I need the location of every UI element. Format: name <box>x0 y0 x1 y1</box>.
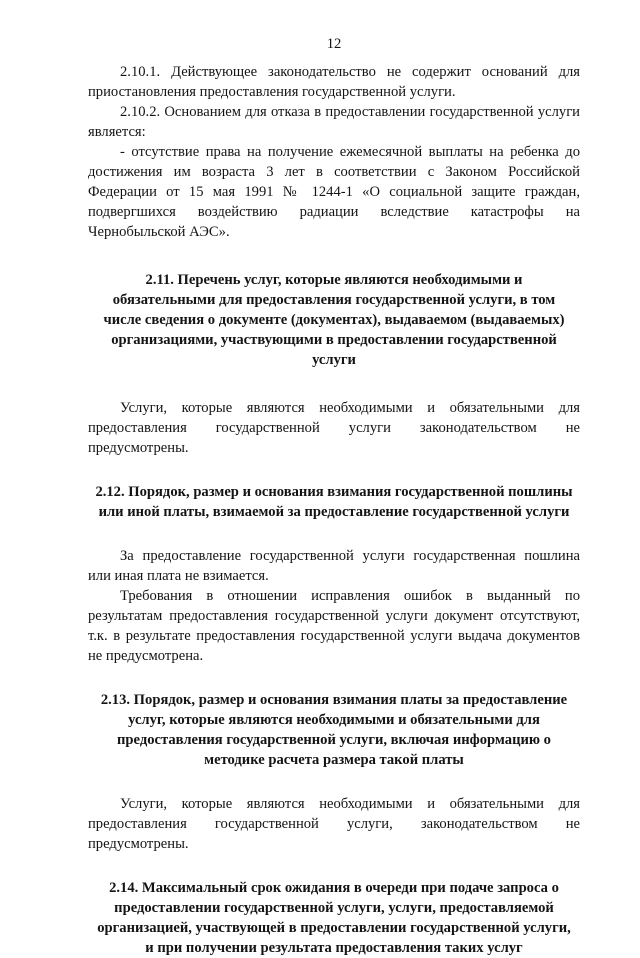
heading-2-14: 2.14. Максимальный срок ожидания в очереди при подаче запроса о предоставлении государственной услуги, услуги, предоставляемой организацией, участвующей в предоставлении государственной услуги, и при получении результата предоставления таких услуг <box>97 880 571 956</box>
paragraph-2-10-1: 2.10.1. Действующее законодательство не содержит оснований для приостановления предоставления государственной услуги. <box>88 64 580 100</box>
paragraph-2-13: Услуги, которые являются необходимыми и обязательными для предоставления государственной услуги, законодательством не предусмотрены. <box>88 796 580 852</box>
heading-2-11: 2.11. Перечень услуг, которые являются необходимыми и обязательными для предоставления государственной услуги, в том числе сведения о документе (документах), выдаваемом (выдаваемых) организациями, участвующими в предоставлении государственной услуги <box>103 272 565 368</box>
paragraph-2-10-2: 2.10.2. Основанием для отказа в предоставлении государственной услуги является: <box>88 104 580 140</box>
paragraph-2-11: Услуги, которые являются необходимыми и обязательными для предоставления государственной услуги законодательством не предусмотрены. <box>88 400 580 456</box>
paragraph-2-12-a: За предоставление государственной услуги государственная пошлина или иная плата не взимается. <box>88 548 580 584</box>
page-number: 12 <box>326 36 342 52</box>
heading-2-13: 2.13. Порядок, размер и основания взимания платы за предоставление услуг, которые являются необходимыми и обязательными для предоставления государственной услуги, включая информацию о методике расчета размера такой платы <box>100 692 568 768</box>
document-page <box>88 34 580 958</box>
paragraph-2-10-2-item: - отсутствие права на получение ежемесячной выплаты на ребенка до достижения им возраста 3 лет в соответствии с Законом Российской Федерации от 15 мая 1991 № 1244-1 «О социальной защите граждан, подвергшихся воздействию радиации вследствие катастрофы на Чернобыльской АЭС». <box>88 144 580 240</box>
heading-2-12: 2.12. Порядок, размер и основания взимания государственной пошлины или иной платы, взимаемой за предоставление государственной услуги <box>95 484 573 520</box>
paragraph-2-12-b: Требования в отношении исправления ошибок в выданный по результатам предоставления государственной услуги документ отсутствуют, т.к. в результате предоставления государственной услуги выдача документов не предусмотрена. <box>88 588 580 664</box>
